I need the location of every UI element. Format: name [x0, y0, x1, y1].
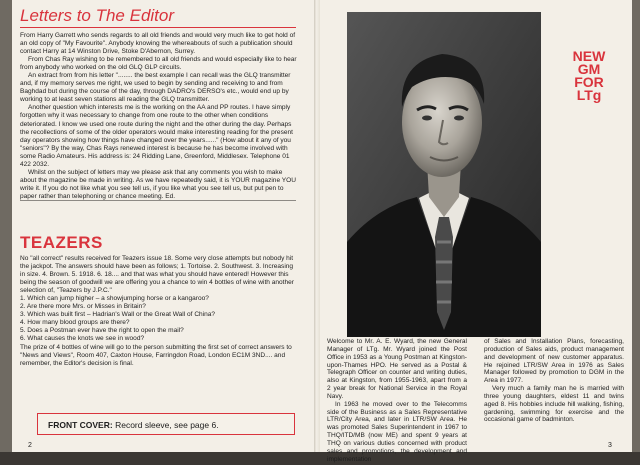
front-cover-text: Record sleeve, see page 6. — [115, 420, 219, 430]
teazers-questions — [20, 295, 297, 343]
page-number-left: 2 — [28, 442, 32, 449]
article-headline — [559, 50, 619, 102]
teazer-question: 6. What causes the knots we see in wood? — [20, 335, 145, 343]
teazers-body — [20, 255, 297, 368]
letters-title: Letters to The Editor — [20, 6, 175, 25]
teazer-question: 5. Does a Postman ever have the right to open the mail? — [20, 327, 184, 335]
teazer-question: 1. Which can jump higher – a showjumping horse or a kangaroo? — [20, 295, 209, 303]
letter-paragraph: From Harry Garrett who sends regards to all old friends and would very much like to get hold of an old copy of "My Favourite". Anybody knowing the whereabouts of such a publication should contact Harry at 14 Winston Drive, Stoke D'Abernon, Surrey. — [20, 32, 296, 56]
article-column-2 — [484, 338, 624, 424]
letters-body — [20, 32, 297, 201]
headline-line: GM — [577, 61, 601, 77]
article-column-1 — [327, 338, 467, 464]
teazer-question: 3. Which was built first – Hadrian's Wall or the Great Wall of China? — [20, 311, 216, 319]
teazer-question: 4. How many blood groups are there? — [20, 319, 130, 327]
headline-line: NEW — [572, 48, 606, 64]
article-paragraph: Welcome to Mr. A. E. Wyard, the new General Manager of LTg. Mr. Wyard joined the Post Office in 1953 as a Young Postman at Kingston-upon-Thames HPO. He served as a Postal & Telegraph Officer on counter and writing duties, also at Kingston, from 1955-1963, apart from a 2 year break for National Service in the Royal Navy. — [327, 338, 467, 400]
title-rule — [20, 27, 296, 28]
article-paragraph: Very much a family man he is married with three young daughters, eldest 11 and twins aged 8. His hobbies include hill walking, fishing, gardening, swimming for exercise and the occasional game of badminton. — [484, 385, 624, 424]
portrait-photo — [347, 12, 541, 337]
article-paragraph: of Sales and Installation Plans, forecasting, production of Sales aids, product management and development of new customer apparatus. He rejoined LTR/SW Area in 1976 as Sales Manager followed by promotion to DGM in the Area in 1977. — [484, 338, 624, 385]
front-cover-caption — [48, 420, 219, 430]
teazers-intro: No "all correct" results received for Teazers issue 18. Some very close attempts but nobody hit the jackpot. The answers should have been as follows; 1. Tortoise. 2. Southwest. 3. Increasing in size. 4. Brown. 5. 1918. 6. 18.... and that was what you should have entered! However this being the season of goodwill we are offering you a chance to win 4 bottles of wine with another selection of, "Teazers by J.P.C." — [20, 255, 294, 295]
page-gutter — [314, 0, 320, 465]
letter-paragraph: An extract from from his letter "........ the best example I can recall was the GLQ transmitter and, if my memory serves me right, we used to begin by sending and receiving to and from Baghdad but during the course of the day, through DADRO's DERSO's etc., would end up by working to at least seven stations all reading the GLQ transmitter. — [20, 72, 291, 104]
letter-paragraph: Another question which interests me is the working on the AA and PP routes. I have simply forgotten why it was necessary to change from one route to the other when conditions deteriorated. I know we used one route during the night and the other during the day. Perhaps the recollections of some of the older operators would make interesting reading for the present day operators showing how things have changed over the years......" (How about it any of you "seniors"? By the way, Chas Rays renewed interest is because he has become involved with some Radio Amateurs. His address is: 24 Ridding Lane, Greenford, Middlesex. Telephone 01 422 2032. — [20, 104, 293, 168]
headline-line: LTg — [576, 87, 602, 103]
front-cover-box — [37, 413, 295, 435]
article-paragraph: In 1963 he moved over to the Telecomms side of the Business as a Sales Representative LTR/City Area, and later in LTR/SW Area. He was promoted Sales Superintendent in 1967 to THQ/ITD/MB (now ME) and spent 9 years at THQ on various duties concerned with product sales and promotions, the development and implementation — [327, 400, 467, 463]
front-cover-label: FRONT COVER: — [48, 420, 113, 430]
letter-paragraph: From Chas Ray wishing to be remembered to all old friends and would especially like to hear from anybody who worked on the old GLQ GLP circuits. — [20, 56, 297, 72]
table-edge — [0, 452, 640, 465]
section-divider — [20, 200, 296, 201]
teazer-question: 2. Are there more Mrs. or Misses in Britain? — [20, 303, 146, 311]
teazers-title: TEAZERS — [20, 233, 103, 252]
page-number-right: 3 — [608, 442, 612, 449]
headline-line: FOR — [574, 74, 604, 90]
portrait-image — [347, 12, 541, 337]
letter-paragraph: Whilst on the subject of letters may we please ask that any comments you wish to make about the magazine be made in writing. As we have repeatedly said, it is YOUR magazine YOU write it. If you do not like what you see tell us, if you like what you see tell us, but put pen to paper rather than telephoning or chance meeting. Ed. — [20, 168, 296, 200]
teazers-outro: The prize of 4 bottles of wine will go to the person submitting the first set of correct answers to "News and Views", Room 407, Caxton House, Farringdon Road, London EC1M 3ND.... and remember, the Editor's decision is final. — [20, 343, 292, 367]
